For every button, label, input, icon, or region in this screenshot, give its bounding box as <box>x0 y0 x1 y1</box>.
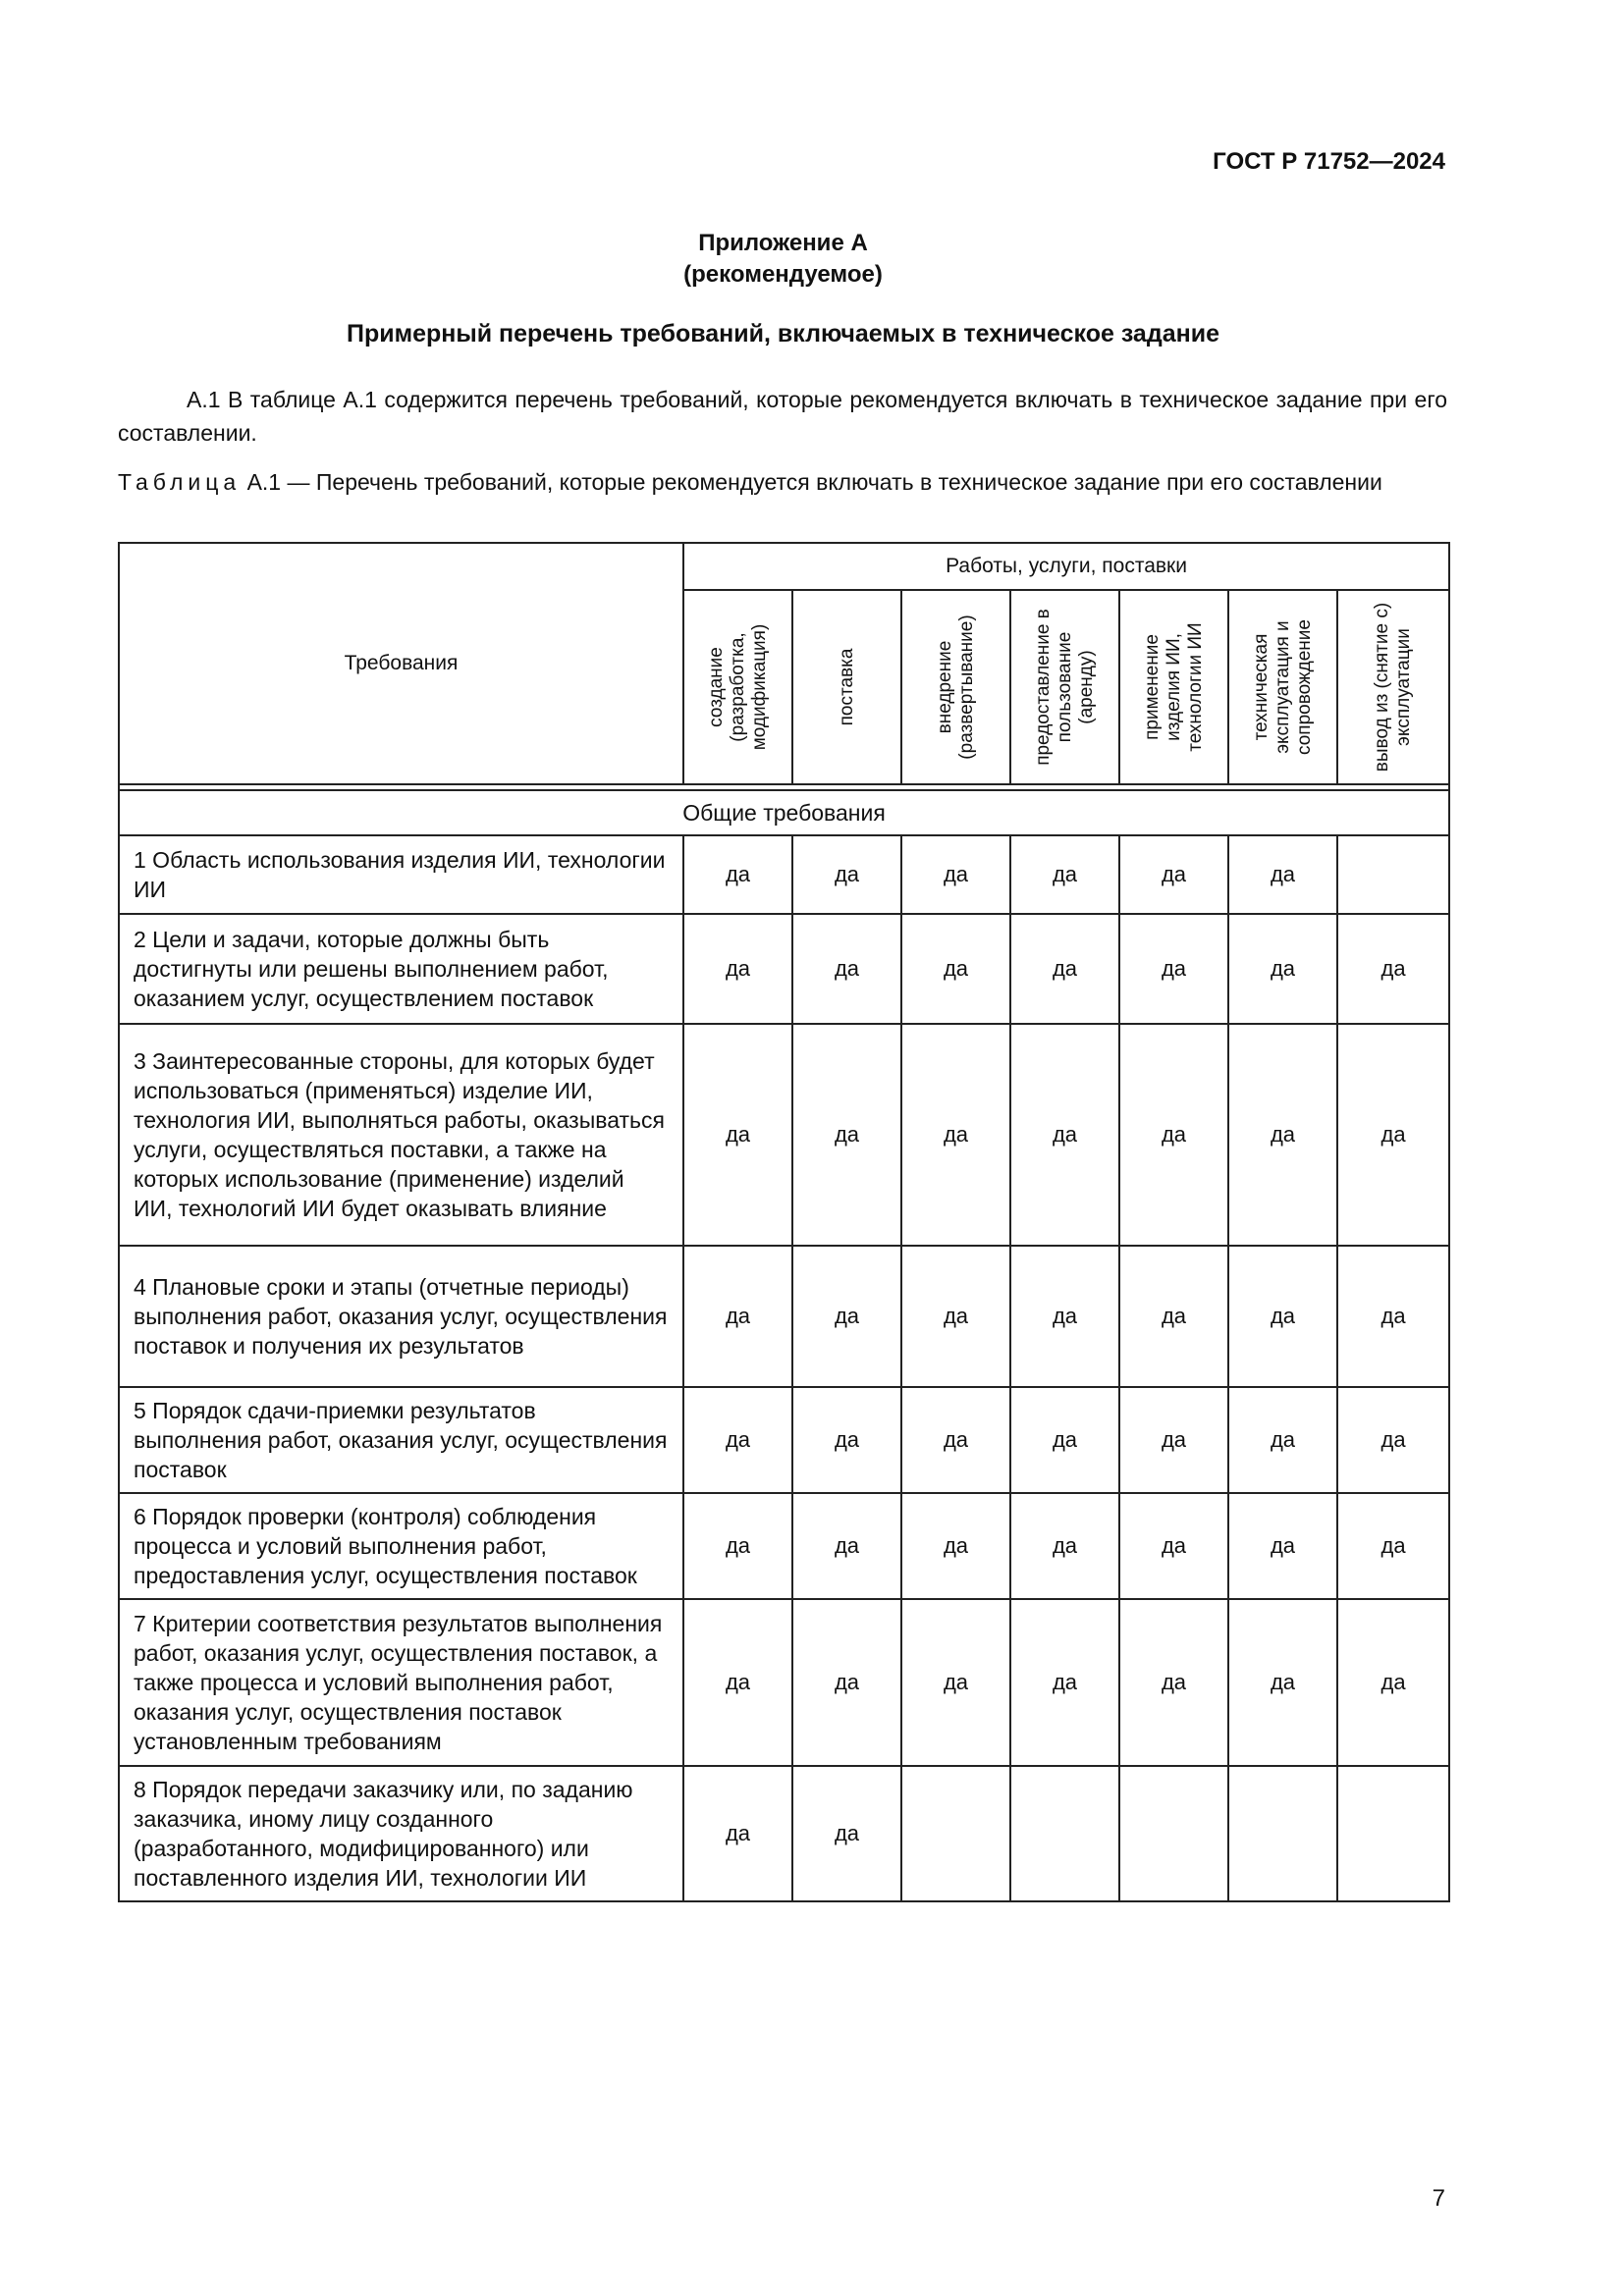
applicability-cell: да <box>683 1493 792 1599</box>
applicability-cell: да <box>1119 1493 1228 1599</box>
requirement-text: 3 Заинтересованные стороны, для которых будет использоваться (применяться) изделие ИИ, технология ИИ, выполняться работы, оказываться услуги, осуществляться поставки, а также на которых использование (применение) изделий ИИ, технологий ИИ будет оказывать влияние <box>119 1024 683 1246</box>
column-header-label: внедрение (развертывание) <box>934 614 977 760</box>
applicability-cell: да <box>1010 835 1119 914</box>
requirement-text: 1 Область использования изделия ИИ, технологии ИИ <box>119 835 683 914</box>
applicability-cell: да <box>1337 1024 1449 1246</box>
group-heading-general: Общие требования <box>119 790 1449 835</box>
applicability-cell: да <box>1337 1493 1449 1599</box>
header-requirements: Требования <box>119 543 683 784</box>
requirement-text: 4 Плановые сроки и этапы (отчетные периоды) выполнения работ, оказания услуг, осуществления поставок и получения их результатов <box>119 1246 683 1387</box>
applicability-cell <box>901 1766 1010 1901</box>
applicability-cell <box>1228 1766 1337 1901</box>
table-row <box>119 1387 1449 1493</box>
applicability-cell: да <box>683 1599 792 1766</box>
applicability-cell: да <box>901 914 1010 1024</box>
applicability-cell: да <box>901 1493 1010 1599</box>
column-header-label: создание (разработка, модификация) <box>705 623 770 751</box>
applicability-cell: да <box>1119 914 1228 1024</box>
requirement-text: 8 Порядок передачи заказчику или, по заданию заказчика, иному лицу созданного (разработанного, модифицированного) или поставленного изделия ИИ, технологии ИИ <box>119 1766 683 1901</box>
header-works-services-supplies: Работы, услуги, поставки <box>683 543 1449 590</box>
table-caption <box>118 465 1447 499</box>
applicability-cell: да <box>792 1493 901 1599</box>
table-row <box>119 1493 1449 1599</box>
table-row <box>119 1024 1449 1246</box>
section-title: Примерный перечень требований, включаемых в техническое задание <box>346 320 1219 347</box>
appendix-title: Приложение А <box>698 230 868 256</box>
appendix-status: (рекомендуемое) <box>683 261 883 288</box>
applicability-cell: да <box>683 914 792 1024</box>
applicability-cell: да <box>901 1246 1010 1387</box>
applicability-cell: да <box>792 914 901 1024</box>
column-header <box>1010 590 1119 784</box>
page-number: 7 <box>1432 2185 1445 2212</box>
applicability-cell: да <box>1228 1246 1337 1387</box>
applicability-cell: да <box>1228 914 1337 1024</box>
applicability-cell: да <box>1010 1246 1119 1387</box>
column-header-label: предоставление в пользование (аренду) <box>1032 609 1097 766</box>
applicability-cell: да <box>901 835 1010 914</box>
applicability-cell: да <box>1119 835 1228 914</box>
intro-paragraph: А.1 В таблице А.1 содержится перечень требований, которые рекомендуется включать в техническое задание при его составлении. <box>118 387 1447 446</box>
applicability-cell: да <box>1337 1246 1449 1387</box>
applicability-cell: да <box>792 1246 901 1387</box>
applicability-cell: да <box>1228 1387 1337 1493</box>
applicability-cell <box>1010 1766 1119 1901</box>
applicability-cell: да <box>683 1246 792 1387</box>
applicability-cell: да <box>683 835 792 914</box>
applicability-cell <box>1119 1766 1228 1901</box>
applicability-cell: да <box>901 1387 1010 1493</box>
applicability-cell: да <box>1228 835 1337 914</box>
applicability-cell: да <box>683 1766 792 1901</box>
table-caption-label: Таблица <box>118 469 242 495</box>
applicability-cell: да <box>1119 1387 1228 1493</box>
column-header-label: вывод из (снятие с) эксплуатации <box>1372 602 1415 773</box>
applicability-cell: да <box>1010 1493 1119 1599</box>
applicability-cell: да <box>792 835 901 914</box>
table-row <box>119 914 1449 1024</box>
column-header <box>1119 590 1228 784</box>
column-header <box>1228 590 1337 784</box>
column-header <box>901 590 1010 784</box>
table-body <box>119 784 1449 1901</box>
group-row <box>119 790 1449 835</box>
applicability-cell: да <box>792 1024 901 1246</box>
applicability-cell: да <box>901 1024 1010 1246</box>
table-caption-text: А.1 — Перечень требований, которые рекомендуется включать в техническое задание при его составлении <box>241 469 1382 495</box>
applicability-cell: да <box>1010 1387 1119 1493</box>
applicability-cell: да <box>1337 1387 1449 1493</box>
applicability-cell: да <box>1119 1024 1228 1246</box>
document-code: ГОСТ Р 71752—2024 <box>1213 148 1445 175</box>
applicability-cell: да <box>1010 914 1119 1024</box>
applicability-cell: да <box>1337 914 1449 1024</box>
column-header-label: применение изделия ИИ, технологии ИИ <box>1141 622 1206 752</box>
applicability-cell: да <box>1228 1024 1337 1246</box>
applicability-cell: да <box>1119 1246 1228 1387</box>
table-row <box>119 1246 1449 1387</box>
table-row <box>119 835 1449 914</box>
applicability-cell: да <box>1010 1024 1119 1246</box>
table-row <box>119 1599 1449 1766</box>
applicability-cell: да <box>792 1599 901 1766</box>
applicability-cell: да <box>1010 1599 1119 1766</box>
applicability-cell: да <box>1119 1599 1228 1766</box>
applicability-cell: да <box>683 1024 792 1246</box>
column-header <box>683 590 792 784</box>
applicability-cell: да <box>1337 1599 1449 1766</box>
requirement-text: 5 Порядок сдачи-приемки результатов выполнения работ, оказания услуг, осуществления поставок <box>119 1387 683 1493</box>
table-header <box>119 543 1449 784</box>
applicability-cell: да <box>792 1387 901 1493</box>
applicability-cell: да <box>683 1387 792 1493</box>
column-header <box>1337 590 1449 784</box>
requirement-text: 6 Порядок проверки (контроля) соблюдения процесса и условий выполнения работ, предоставления услуг, осуществления поставок <box>119 1493 683 1599</box>
applicability-cell: да <box>1228 1599 1337 1766</box>
requirement-text: 7 Критерии соответствия результатов выполнения работ, оказания услуг, осуществления поставок, а также процесса и условий выполнения работ, оказания услуг, осуществления поставок установленным требованиям <box>119 1599 683 1766</box>
applicability-cell <box>1337 1766 1449 1901</box>
appendix-heading <box>0 228 1566 291</box>
table-row <box>119 1766 1449 1901</box>
applicability-cell: да <box>1228 1493 1337 1599</box>
requirement-text: 2 Цели и задачи, которые должны быть достигнуты или решены выполнением работ, оказанием услуг, осуществлением поставок <box>119 914 683 1024</box>
applicability-cell: да <box>792 1766 901 1901</box>
column-header-label: поставка <box>836 648 857 726</box>
applicability-cell <box>1337 835 1449 914</box>
column-header-label: техническая эксплуатация и сопровождение <box>1250 619 1315 755</box>
applicability-cell: да <box>901 1599 1010 1766</box>
column-header <box>792 590 901 784</box>
requirements-table <box>118 542 1450 1902</box>
